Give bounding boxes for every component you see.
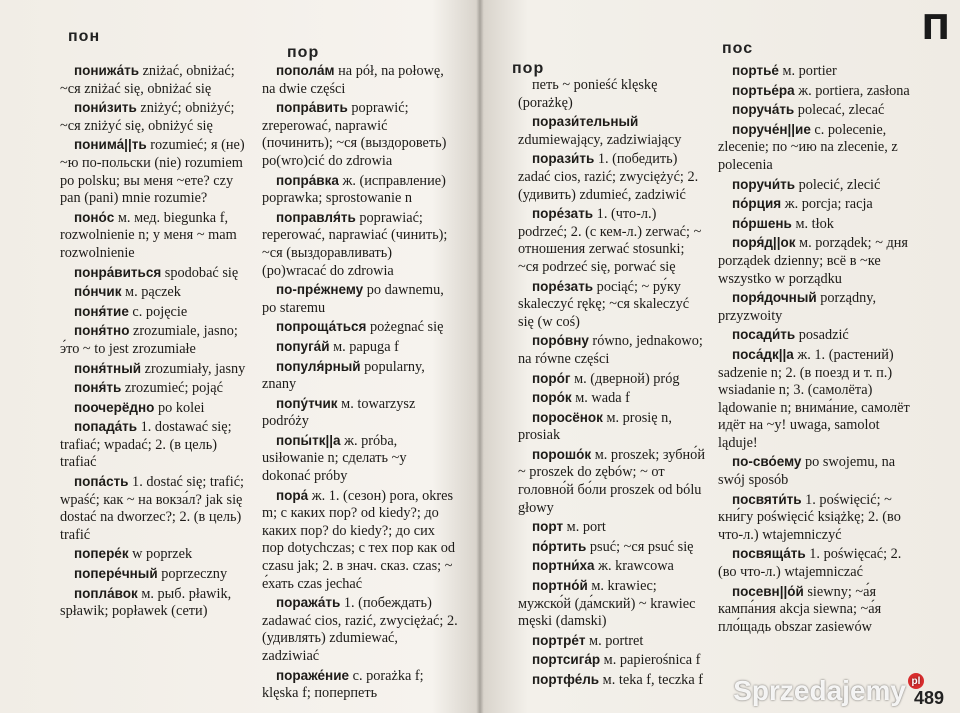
dictionary-entry (518, 389, 708, 408)
entry-headword: по́рция (732, 196, 782, 212)
dictionary-entry (518, 671, 708, 690)
entry-definition: siewny; ~а́я кампа́ния akcja siewna; ~а́я пло́щадь obszar zasiewów (718, 583, 882, 635)
entry-definition: м. portier (778, 63, 837, 79)
entry-headword: попы́тк||а (276, 432, 341, 448)
dictionary-entry (718, 583, 914, 637)
entry-definition: zniżać, obniżać; ~ся zniżać się, obniżać się (60, 63, 235, 97)
dictionary-entry (518, 651, 708, 670)
dictionary-entry (60, 283, 256, 302)
entry-headword: поро́вну (532, 333, 589, 349)
entry-definition: м. (дверной) próg (570, 370, 680, 387)
dictionary-entry (262, 99, 458, 170)
entry-definition: с. polecenie, zlecenie; по ~ию na zlecenie, z polecenia (718, 121, 898, 173)
entry-headword: поня́ть (74, 380, 122, 396)
dictionary-entry (262, 318, 458, 337)
entry-definition: м. porządek; ~ дня porządek dzienny; всё в ~ке wszystko w porządku (718, 235, 909, 287)
dictionary-entry (718, 346, 914, 453)
entry-headword: посвяти́ть (732, 491, 802, 507)
entry-headword: попа́сть (74, 474, 129, 490)
dictionary-entry (518, 577, 708, 631)
entry-headword: по-пре́жнему (276, 282, 364, 298)
entry-definition: ж. porcja; racja (781, 196, 873, 213)
entry-definition: м. мед. biegunka f, rozwolnienie n; у меня ~ mam rozwolnienie (60, 209, 237, 261)
entry-headword: поочерёдно (74, 399, 155, 415)
watermark (733, 675, 924, 707)
dictionary-entry (60, 585, 256, 621)
left-column-1 (60, 62, 256, 622)
dictionary-entry (60, 99, 256, 135)
entry-definition: м. towarzysz podróży (262, 395, 416, 430)
entry-headword: портни́ха (532, 558, 595, 574)
dictionary-entry (518, 538, 708, 557)
dictionary-entry (518, 446, 708, 517)
entry-definition: м. pączek (121, 284, 181, 301)
dictionary-entry (518, 332, 708, 368)
entry-headword: понима́||ть (74, 137, 147, 153)
entry-headword: пораже́ние (276, 667, 350, 683)
dictionary-entry (60, 379, 256, 398)
dictionary-entry (262, 487, 458, 594)
entry-headword: пора́ (276, 487, 309, 503)
entry-headword: попола́м (276, 63, 335, 78)
running-head-right: пос (722, 40, 754, 57)
entry-definition: 1. dostać się; trafić; wpaść; как ~ на вокза́л? jak się dostać na dworzec?; 2. (в цель) trafić (60, 474, 245, 543)
right-column-2 (718, 62, 914, 637)
entry-headword: поря́дочный (732, 290, 817, 306)
entry-definition: rozumieć; я (не) ~ю по-польски (nie) rozumiem po polsku; вы меня ~ете? czy pan (pani) mnie rozumie? (60, 137, 245, 207)
entry-headword: по́ртить (532, 538, 587, 554)
entry-headword: попроща́ться (276, 319, 367, 335)
entry-definition: 1. dostawać się; trafiać; wpadać; 2. (в цель) trafiać (60, 419, 232, 471)
running-head-left: пон (68, 28, 101, 45)
entry-definition: polecić, zlecić (795, 176, 881, 193)
entry-headword: поса́дк||а (732, 346, 794, 362)
entry-definition: 1. (победить) zadać cios, razić; zwyciężyć; 2. (удивить) zdumieć, zadziwić (518, 151, 699, 203)
entry-headword: попу́тчик (276, 395, 338, 411)
entry-headword: поросёнок (532, 409, 603, 425)
entry-definition: w poprzek (128, 546, 193, 563)
dictionary-entry (262, 281, 458, 317)
dictionary-entry (262, 338, 458, 357)
dictionary-entry (718, 234, 914, 288)
left-column-2 (262, 62, 458, 704)
dictionary-entry (718, 215, 914, 234)
entry-definition: zrozumiały, jasny (141, 360, 246, 377)
entry-definition: pociąć; ~ ру́ку skaleczyć rękę; ~ся skaleczyć się (w coś) (518, 278, 690, 330)
entry-definition: м. papierośnica f (600, 652, 701, 669)
entry-headword: поро́к (532, 390, 572, 406)
entry-headword: поре́зать (532, 206, 594, 222)
entry-definition: poprzeczny (157, 566, 228, 583)
dictionary-entry (718, 545, 914, 581)
entry-headword: порази́ть (532, 151, 595, 167)
dictionary-entry (518, 76, 708, 112)
page-number: 489 (913, 688, 944, 708)
dictionary-entry (718, 491, 914, 545)
entry-definition: м. port (563, 519, 606, 536)
entry-definition: 1. poświęcać; 2. (во что-л.) wtajemniczać (718, 546, 902, 581)
dictionary-entry (718, 453, 914, 489)
entry-headword: попра́вка (276, 172, 339, 188)
entry-definition: zdumiewający, zadziwiający (518, 131, 682, 148)
entry-headword: поня́тно (74, 323, 130, 339)
entry-headword: порошо́к (532, 446, 592, 462)
entry-definition: pożegnać się (366, 319, 444, 336)
entry-definition: м. wada f (571, 390, 630, 407)
entry-definition: po kolei (154, 399, 205, 416)
entry-headword: поня́тный (74, 360, 142, 376)
entry-headword: попада́ть (74, 419, 138, 435)
entry-headword: порт (532, 519, 564, 535)
entry-headword: портре́т (532, 632, 586, 648)
dictionary-entry (262, 62, 458, 98)
entry-definition: м. portret (585, 632, 644, 649)
dictionary-entry (60, 473, 256, 544)
entry-definition: м. tłok (791, 215, 834, 232)
dictionary-entry (60, 360, 256, 379)
watermark-badge: pl (908, 673, 924, 689)
entry-definition: ж. 1. (сезон) pora, okres m; с каких пор? od kiedy?; до каких пор? do kiedy?; до сих пор dotychczas; с тех пор как od czasu jak; 2. в знач. сказ. czas; ~ е́хать czas jechać (262, 487, 456, 592)
dictionary-entry (60, 565, 256, 584)
entry-headword: по́нчик (74, 284, 122, 300)
dictionary-entry (718, 101, 914, 120)
dictionary-entry (262, 395, 458, 431)
entry-definition: poprawiać; reperować, naprawiać (чинить); ~ся (выздоравливать) (po)wracać do zdrowia (262, 209, 448, 279)
dictionary-entry (718, 326, 914, 345)
entry-headword: посади́ть (732, 327, 796, 343)
entry-headword: поруче́н||ие (732, 121, 811, 137)
entry-definition: porządny, przyzwoity (718, 290, 877, 324)
entry-definition: po dawnemu, po staremu (262, 282, 444, 316)
entry-headword: по́ршень (732, 215, 792, 231)
right-page (482, 0, 960, 713)
dictionary-entry (518, 632, 708, 651)
dictionary-entry (518, 205, 708, 276)
entry-headword: поро́г (532, 370, 571, 386)
entry-headword: попла́вок (74, 585, 138, 601)
dictionary-entry (262, 594, 458, 665)
dictionary-entry (262, 172, 458, 208)
entry-definition: ж. krawcowa (594, 558, 674, 575)
dictionary-entry (518, 370, 708, 389)
entry-definition: м. рыб. pławik, spławik; popławek (сети) (60, 585, 232, 620)
entry-headword: портье́ (732, 63, 779, 78)
dictionary-entry (718, 289, 914, 325)
entry-definition: polecać, zlecać (794, 102, 885, 119)
entry-definition: ж. próba, usiłowanie n; сделать ~у dokonać próby (262, 432, 407, 485)
entry-headword: пони́зить (74, 100, 137, 116)
entry-definition: ж. portiera, zasłona (794, 82, 910, 99)
dictionary-entry (60, 545, 256, 564)
entry-headword: поно́с (74, 209, 115, 225)
entry-headword: портно́й (532, 578, 588, 594)
dictionary-entry (518, 150, 708, 204)
left-page (0, 0, 478, 713)
entry-headword: портсига́р (532, 652, 601, 668)
entry-definition: spodobać się (161, 264, 239, 281)
entry-headword: поправля́ть (276, 209, 356, 225)
dictionary-entry (60, 322, 256, 358)
dictionary-entry (262, 358, 458, 394)
dictionary-entry (60, 303, 256, 322)
section-letter: П (921, 8, 950, 48)
dictionary-entry (518, 113, 708, 149)
entry-definition: ж. 1. (растений) sadzenie n; 2. (в поезд и т. п.) wsiadanie n; 3. (самолёта) lądowanie n; внима́ние, самолёт идёт на ~у! uwaga, samolot ląduje! (718, 346, 910, 451)
entry-definition: 1. (побеждать) zadawać cios, razić, zwyciężać; 2. (удивлять) zdumiewać, zadziwiać (262, 595, 458, 664)
dictionary-entry (518, 557, 708, 576)
right-column-1 (518, 76, 708, 691)
entry-headword: по-сво́ему (732, 454, 802, 470)
dictionary-entry (262, 432, 458, 486)
entry-definition: м. papuga f (329, 338, 399, 355)
entry-definition: ж. (исправление) poprawka; sprostowanie n (262, 172, 446, 207)
dictionary-entry (718, 195, 914, 214)
dictionary-entry (60, 136, 256, 207)
entry-definition: м. prosię n, prosiak (518, 409, 672, 444)
dictionary-entry (518, 278, 708, 332)
dictionary-entry (718, 82, 914, 101)
entry-definition: 1. poświęcić; ~ кни́гу poświęcić książkę; 2. (во что-л.) wtajemniczyć (718, 491, 901, 543)
entry-headword: посевн||о́й (732, 583, 804, 599)
running-head-right: пор (287, 44, 320, 61)
entry-definition: с. porażka f; klęska f; поперпеть (262, 667, 424, 702)
entry-headword: посвяща́ть (732, 546, 806, 562)
entry-headword: попере́к (74, 546, 129, 562)
entry-definition: м. teka f, teczka f (599, 672, 704, 688)
entry-headword: порази́тельный (532, 114, 639, 130)
entry-headword: поря́д||ок (732, 235, 796, 251)
entry-definition: на pół, na połowę, na dwie części (262, 63, 444, 97)
watermark-text: Sprzedajemy (733, 675, 906, 706)
entry-definition: po swojemu, na swój sposób (718, 454, 896, 489)
dictionary-entry (518, 518, 708, 537)
entry-headword: портье́ра (732, 82, 795, 98)
entry-headword: поруча́ть (732, 102, 795, 118)
entry-definition: psuć; ~ся psuć się (586, 538, 694, 555)
entry-definition: zrozumiale, jasno; э́то ~ to jest zrozumiałe (60, 323, 238, 357)
running-head-left: пор (512, 60, 545, 77)
entry-definition: с. pojęcie (128, 303, 188, 320)
dictionary-entry (60, 399, 256, 418)
dictionary-entry (718, 121, 914, 175)
entry-definition: петь ~ ponieść klęskę (porażkę) (518, 77, 658, 111)
entry-headword: поручи́ть (732, 176, 796, 192)
entry-definition: popularny, znany (262, 358, 425, 393)
dictionary-entry (60, 62, 256, 98)
entry-definition: zniżyć; obniżyć; ~ся zniżyć się, obniżyć się (60, 100, 235, 134)
entry-headword: популя́рный (276, 358, 361, 374)
dictionary-entry (518, 409, 708, 445)
entry-headword: попуга́й (276, 338, 330, 354)
dictionary-entry (262, 209, 458, 280)
entry-headword: поре́зать (532, 278, 594, 294)
entry-headword: поня́тие (74, 303, 129, 319)
dictionary-entry (718, 176, 914, 195)
entry-definition: zrozumieć; pojąć (121, 380, 223, 397)
entry-headword: попере́чный (74, 566, 158, 582)
dictionary-entry (262, 667, 458, 703)
entry-headword: попра́вить (276, 100, 348, 116)
entry-definition: posadzić (795, 327, 849, 344)
dictionary-entry (60, 209, 256, 263)
entry-definition: м. krawiec; мужско́й (да́мский) ~ krawiec męski (damski) (518, 578, 696, 630)
entry-definition: poprawić; zreperować, naprawić (починить); ~ся (выздороветь) po(wro)cić do zdrowia (262, 100, 447, 169)
entry-headword: поража́ть (276, 595, 341, 611)
entry-headword: понижа́ть (74, 63, 140, 78)
dictionary-entry (60, 264, 256, 283)
entry-headword: портфе́ль (532, 672, 600, 687)
entry-definition: м. proszek; зубно́й ~ proszek do zębów; ~ от головно́й бо́ли proszek od bólu głowy (518, 446, 705, 516)
entry-definition: 1. (что-л.) podrzeć; 2. (с кем-л.) zerwać; ~ отношения zerwać stosunki; ~ся podrzeć się, porwać się (518, 206, 702, 275)
dictionary-entry (60, 418, 256, 472)
entry-definition: równo, jednakowo; na równe części (518, 333, 703, 367)
dictionary-entry (718, 62, 914, 81)
entry-headword: понра́виться (74, 264, 162, 280)
